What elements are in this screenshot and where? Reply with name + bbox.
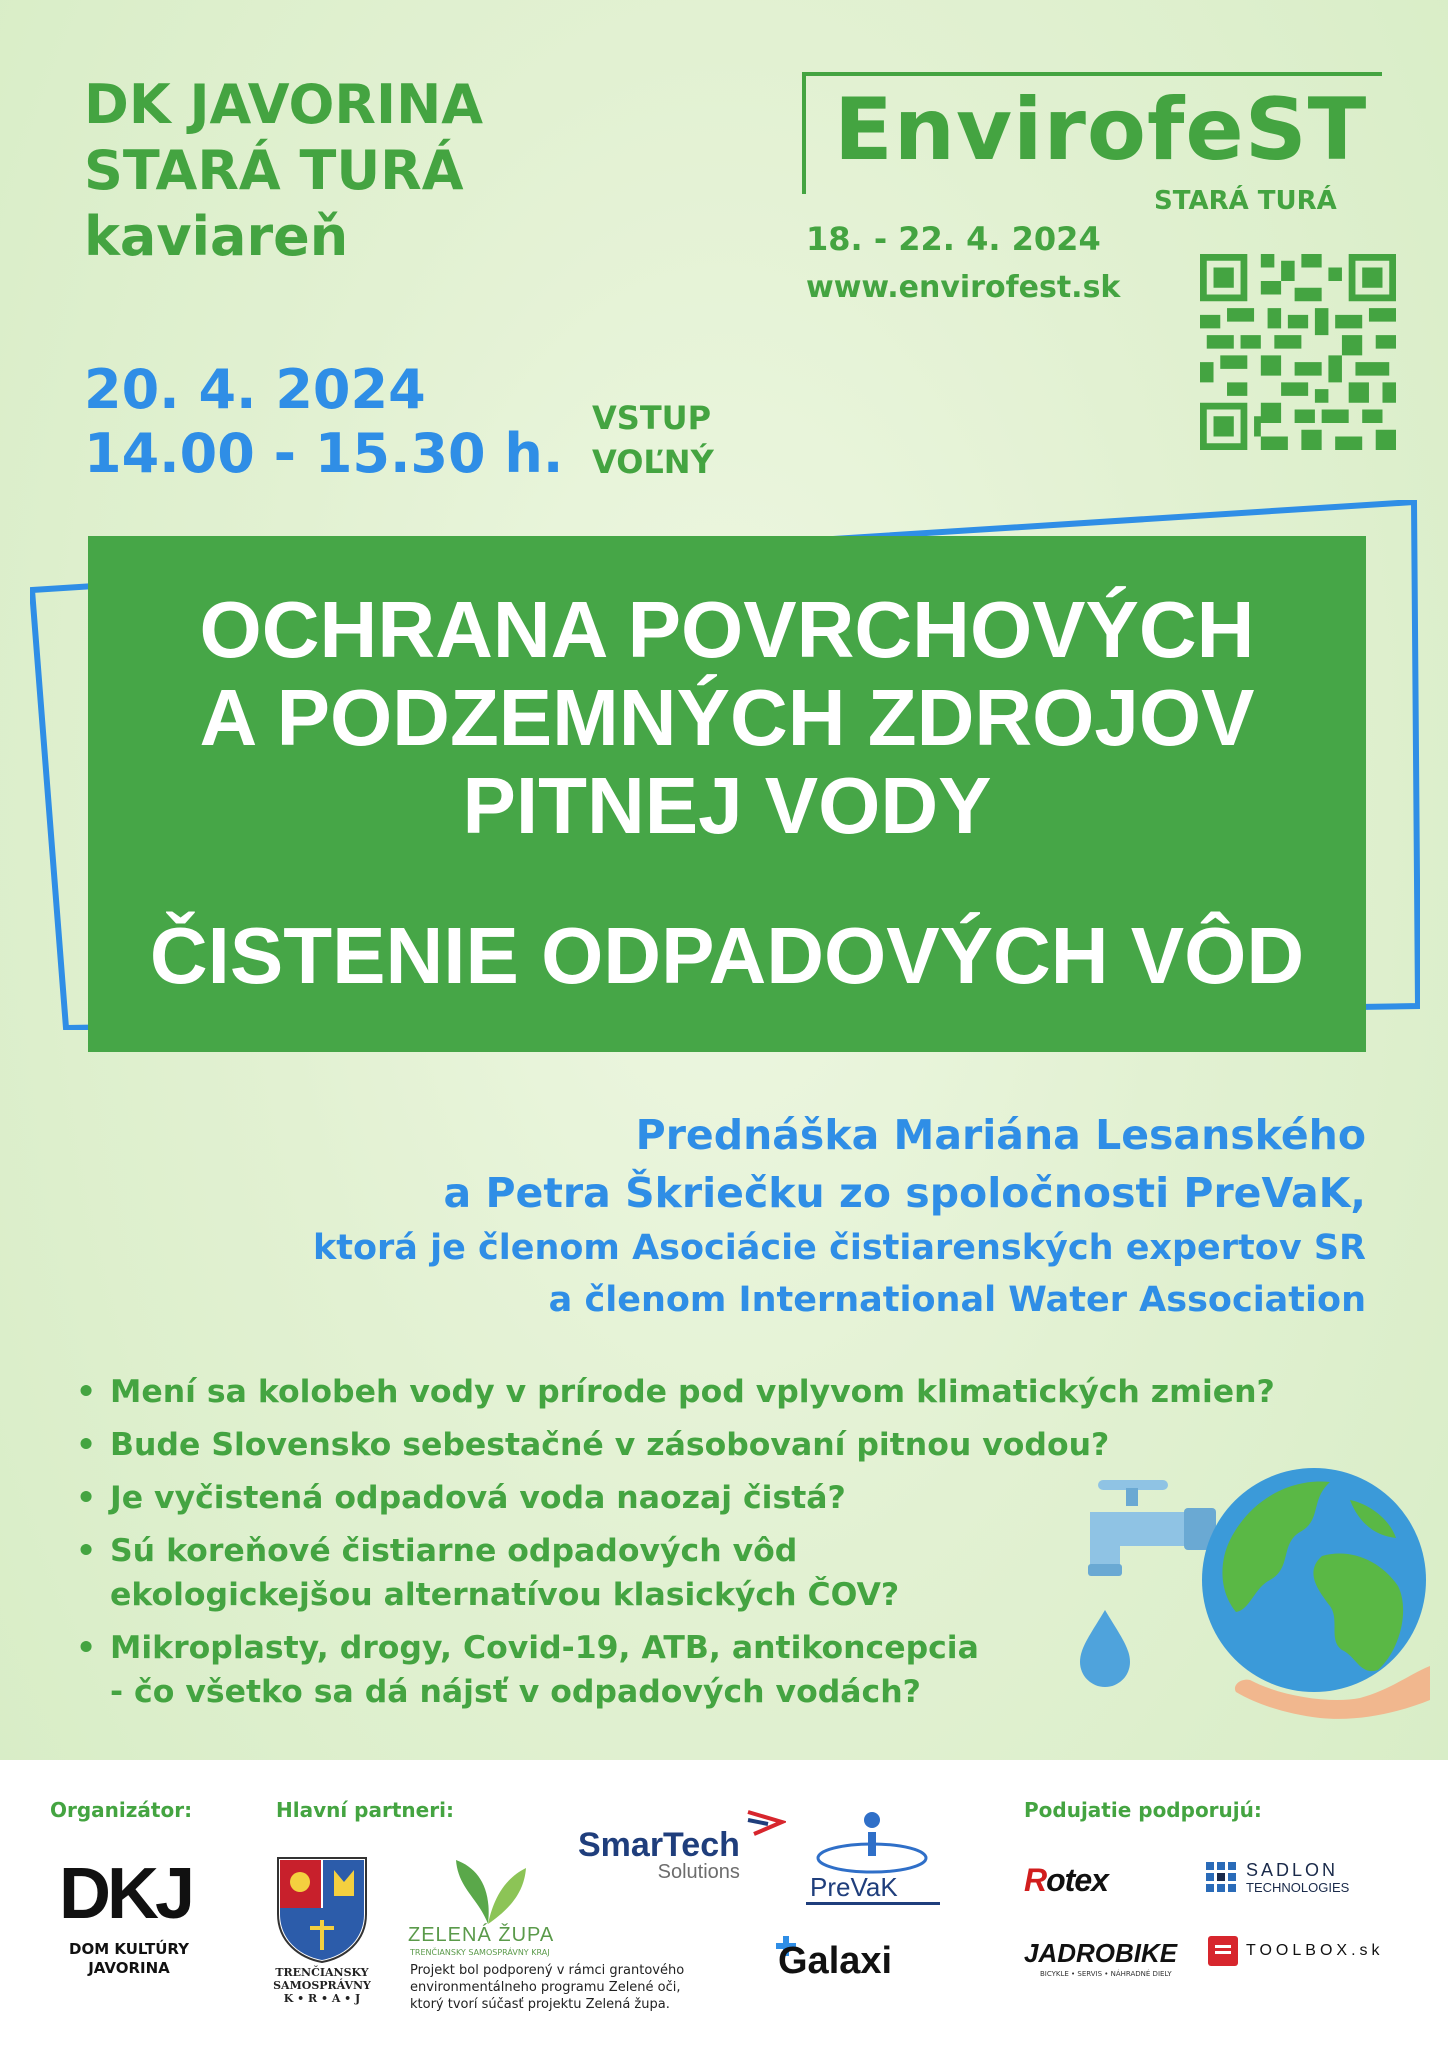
- title-main: [88, 586, 1366, 850]
- sadlon-sub: TECHNOLOGIES: [1246, 1880, 1350, 1895]
- lecture-line-1: Prednáška Mariána Lesanského: [635, 1111, 1366, 1159]
- jadrobike-sub: BICYKLE • SERVIS • NÁHRADNÉ DIELY: [1040, 1970, 1172, 1978]
- prevak-logo-icon: [802, 1808, 942, 1878]
- list-item: [76, 1370, 1275, 1414]
- lecture-line-4: a členom International Water Association: [548, 1280, 1366, 1320]
- smartech-sub: Solutions: [657, 1861, 740, 1883]
- dkj-logo: [50, 1858, 200, 1930]
- galaxi-name: Galaxi: [778, 1940, 893, 1982]
- grant-note-line-2: environmentálneho programu Zelené oči,: [410, 1980, 681, 1995]
- tsk-name-line-3: K • R • A • J: [283, 1992, 361, 2005]
- venue-room: kaviareň: [84, 205, 349, 268]
- grant-note-line-3: ktorý tvorí súčasť projektu Zelená župa.: [410, 1997, 670, 2012]
- sadlon-grid-icon: [1206, 1862, 1236, 1892]
- title-subtitle: ČISTENIE ODPADOVÝCH VÔD: [149, 911, 1305, 1000]
- organizer-label: Organizátor:: [50, 1798, 193, 1822]
- festival-city: STARÁ TURÁ: [1154, 186, 1337, 216]
- rotex-r: R: [1024, 1862, 1047, 1898]
- zelena-zupa-name: ZELENÁ ŽUPA: [408, 1924, 555, 1946]
- title-line-2: A PODZEMNÝCH ZDROJOV: [199, 673, 1255, 762]
- organizer-name-line-2: JAVORINA: [88, 1959, 170, 1977]
- jadrobike-name: JADROBIKE: [1024, 1938, 1178, 1968]
- leaf-icon: [448, 1848, 528, 1926]
- rotex-rest: otex: [1046, 1862, 1108, 1898]
- festival-dates: 18. - 22. 4. 2024: [806, 220, 1101, 258]
- dkj-logo-text: DKJ: [58, 1858, 192, 1930]
- rotex-logo: [1024, 1862, 1108, 1899]
- lecture-line-2: a Petra Škriečku zo spoločnosti PreVaK,: [443, 1169, 1366, 1217]
- partners-label: Hlavní partneri:: [276, 1798, 454, 1822]
- zelena-zupa-sub: TRENČIANSKY SAMOSPRÁVNY KRAJ: [410, 1948, 550, 1957]
- entry-note: [592, 396, 714, 484]
- title-line-1: OCHRANA POVRCHOVÝCH: [199, 585, 1255, 674]
- smartech-arrow-icon: [746, 1808, 786, 1838]
- qr-code-icon[interactable]: [1200, 254, 1396, 450]
- tsk-name-line-2: SAMOSPRÁVNY: [273, 1979, 371, 1992]
- water-drop-icon: [1080, 1610, 1130, 1687]
- grant-note-line-1: Projekt bol podporený v rámci grantového: [410, 1963, 685, 1978]
- venue-name: DK JAVORINA: [84, 73, 484, 136]
- smartech-name: SmarTech: [578, 1826, 740, 1864]
- prevak-name: PreVaK: [810, 1872, 898, 1902]
- water-tap-icon: [1088, 1480, 1216, 1576]
- organizer-name: [44, 1940, 214, 1978]
- tsk-name-line-1: TRENČIANSKY: [275, 1966, 369, 1979]
- entry-line-2: VOĽNÝ: [592, 443, 714, 481]
- tsk-coat-of-arms: [276, 1856, 368, 1964]
- question-text: Bude Slovensko sebestačné v zásobovaní pitnou vodou?: [110, 1427, 1110, 1463]
- event-time: 14.00 - 15.30 h.: [84, 422, 564, 485]
- earth-tap-illustration: [1060, 1460, 1430, 1760]
- grant-note: [410, 1962, 684, 2013]
- lecture-description: [313, 1106, 1366, 1326]
- venue-city: STARÁ TURÁ: [84, 139, 464, 202]
- title-line-3: PITNEJ VODY: [462, 761, 992, 850]
- organizer-name-line-1: DOM KULTÚRY: [69, 1940, 189, 1958]
- supporters-label: Podujatie podporujú:: [1024, 1798, 1262, 1822]
- question-text: Mení sa kolobeh vody v prírode pod vplyvom klimatických zmien?: [110, 1374, 1275, 1410]
- toolbox-icon: [1208, 1936, 1238, 1966]
- venue-block: [84, 72, 483, 270]
- toolbox-name: TOOLBOX.sk: [1246, 1942, 1384, 1959]
- lecture-line-3: ktorá je členom Asociácie čistiarenských expertov SR: [312, 1228, 1366, 1268]
- question-text: • Sú koreňové čistiarne odpadových vôd: [110, 1533, 798, 1569]
- prevak-underline: [806, 1902, 940, 1905]
- event-date: 20. 4. 2024: [84, 358, 426, 421]
- question-text-cont: ekologickejšou alternatívou klasických ČOV?: [110, 1577, 900, 1613]
- tsk-name: [262, 1966, 382, 2005]
- sadlon-name: SADLON: [1246, 1860, 1339, 1880]
- festival-url[interactable]: www.envirofest.sk: [806, 270, 1121, 305]
- smartech-logo: [578, 1826, 740, 1884]
- event-date-time: [84, 358, 563, 486]
- earth-globe-icon: [1202, 1468, 1426, 1692]
- question-text: • Mikroplasty, drogy, Covid-19, ATB, antikoncepcia: [110, 1630, 979, 1666]
- festival-name: EnvirofeST: [834, 80, 1368, 180]
- question-text: Je vyčistená odpadová voda naozaj čistá?: [110, 1480, 846, 1516]
- entry-line-1: VSTUP: [592, 399, 712, 437]
- question-text-cont: - čo všetko sa dá nájsť v odpadových vodách?: [110, 1674, 921, 1710]
